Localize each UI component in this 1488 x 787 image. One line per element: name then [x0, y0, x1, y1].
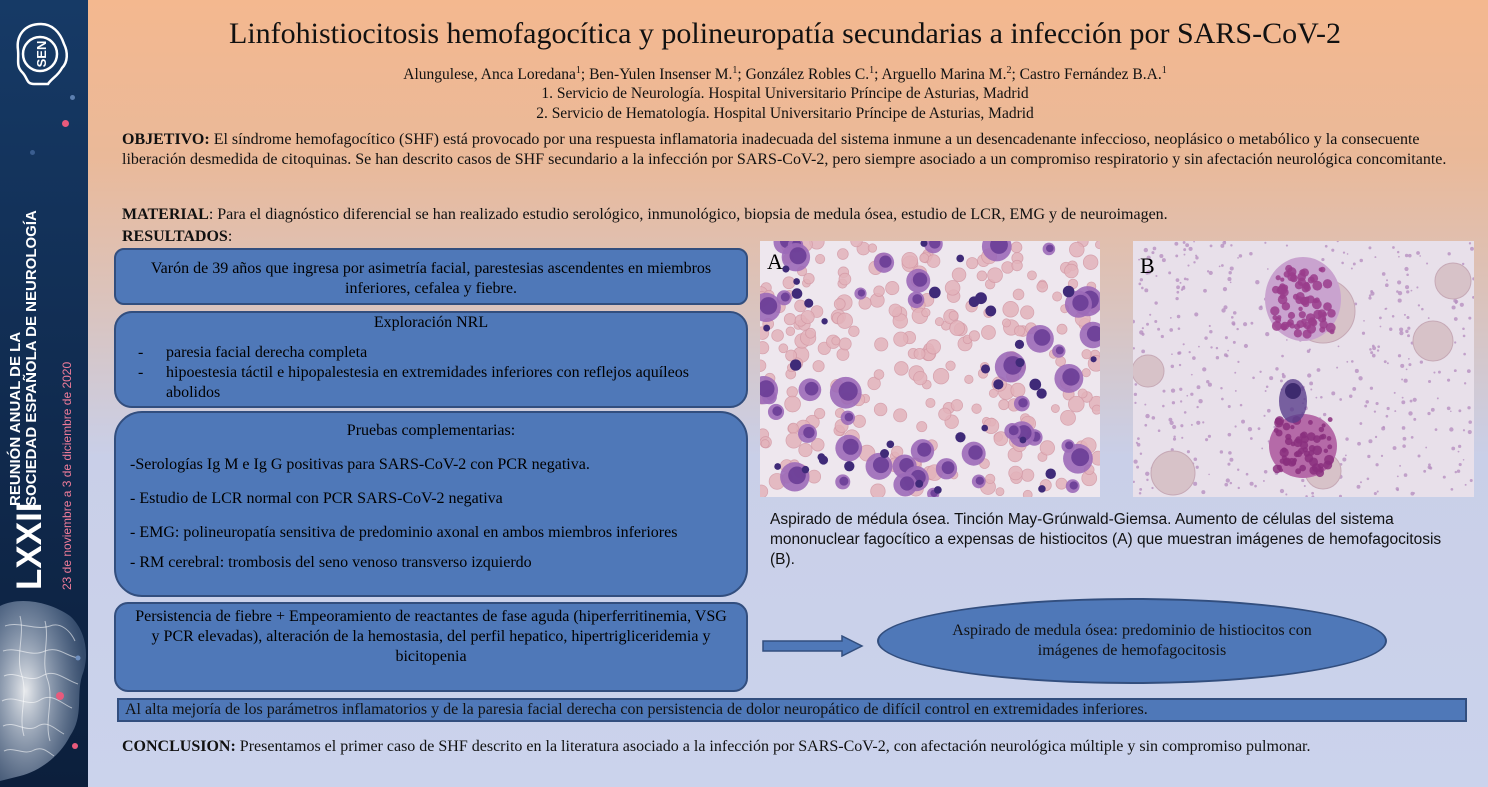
logo-text: SEN: [34, 40, 49, 68]
neuro-exam-list: [126, 343, 736, 403]
complementary-tests-box: [114, 411, 748, 597]
material-section: [122, 205, 1477, 225]
affiliation-1: 1. Servicio de Neurología. Hospital Universitario Príncipe de Asturias, Madrid: [541, 85, 1029, 102]
author-separator: ;: [737, 66, 746, 84]
discharge-summary-text: Al alta mejoría de los parámetros inflamatorios y de la paresia facial derecha con persistencia de dolor neuropático de difícil control en extremidades inferiores.: [125, 701, 1148, 718]
author-list: [100, 61, 1470, 85]
objetivo-text: El síndrome hemofagocítico (SHF) está provocado por una respuesta inflamatoria inadecuada del sistema inmune a un desencadenante infeccioso, neoplásico o metabólico y la consecuente liberación desmedida de citoquinas. Se han descrito casos de SHF secundario a la infección por SARS-CoV-2, pero siempre asociado a un compromiso respiratorio y sin afectación neurológica concomitante.: [122, 131, 1447, 168]
material-label: MATERIAL: [122, 206, 209, 223]
sen-logo-icon: [8, 18, 74, 88]
evolution-box: [114, 602, 748, 692]
case-presentation-box: [114, 248, 748, 305]
sidebar-banner: [0, 0, 88, 787]
micrograph-b-image: [1133, 241, 1474, 497]
author-name: González Robles C.: [745, 66, 870, 84]
author-separator: ;: [874, 66, 882, 84]
case-presentation-text: Varón de 39 años que ingresa por asimetría facial, parestesias ascendentes en miembros inferiores, cefalea y fiebre.: [150, 260, 712, 297]
micrograph-b: [1133, 241, 1474, 497]
conclusion-text: Presentamos el primer caso de SHF descrito en la literatura asociado a la infección por SARS-CoV-2, con afectación neurológica múltiple y sin compromiso pulmonar.: [235, 738, 1311, 755]
micrograph-a-image: [760, 241, 1100, 497]
complementary-tests-title: Pruebas complementarias:: [346, 422, 516, 439]
event-dates: 23 de noviembre a 3 de diciembre de 2020: [60, 361, 74, 590]
conclusion-label: CONCLUSION:: [122, 738, 236, 755]
author-affiliation-number: 1: [575, 65, 581, 76]
author-affiliation-number: 1: [1161, 65, 1167, 76]
evolution-text: Persistencia de fiebre + Empeoramiento de reactantes de fase aguda (hiperferritinemia, VSG y PCR elevadas), alteración de la hemostasia, del perfil hepatico, hipertrigliceridemia y bicitopenia: [135, 608, 727, 665]
bone-marrow-result-text: Aspirado de medula ósea: predominio de histiocitos con imágenes de hemofagocitosis: [952, 622, 1312, 659]
list-item: - EMG: polineuropatía sensitiva de predominio axonal en ambos miembros inferiores: [130, 524, 678, 541]
figure-label-a: A: [767, 249, 783, 274]
list-item: - RM cerebral: trombosis del seno venoso transverso izquierdo: [130, 554, 532, 571]
figure-label-b: B: [1140, 253, 1155, 278]
edition-number: LXXII: [10, 502, 49, 590]
conclusion-section: [122, 737, 1477, 757]
author-separator: ;: [1011, 66, 1020, 84]
brain-illustration-icon: [0, 596, 88, 787]
author-affiliation-number: 1: [732, 65, 738, 76]
material-text: : Para el diagnóstico diferencial se han realizado estudio serológico, inmunológico, biopsia de medula ósea, estudio de LCR, EMG y de neuroimagen.: [208, 206, 1168, 223]
list-item: - Estudio de LCR normal con PCR SARS-CoV-2 negativa: [130, 490, 503, 507]
author-name: Arguello Marina M.: [881, 66, 1007, 84]
author-affiliation-number: 2: [1006, 65, 1012, 76]
poster-title: Linfohistiocitosis hemofagocítica y polineuropatía secundarias a infección por SARS-CoV-2: [229, 17, 1341, 50]
author-affiliation-number: 1: [869, 65, 875, 76]
event-name: [8, 210, 40, 506]
bone-marrow-result-ellipse: [877, 598, 1387, 684]
author-name: Ben-Yulen Insenser M.: [589, 66, 733, 84]
author-name: Alungulese, Anca Loredana: [403, 66, 576, 84]
resultados-colon: :: [227, 228, 233, 245]
author-separator: ;: [580, 66, 590, 84]
right-arrow-icon: [762, 635, 864, 657]
figure-caption: Aspirado de médula ósea. Tinción May-Grúnwald-Giemsa. Aumento de células del sistema mononuclear fagocítico a expensas de histiocitos (A) que muestran imágenes de hemofagocitosis (B).: [770, 511, 1442, 568]
discharge-summary-box: [117, 698, 1467, 722]
event-line-2: SOCIEDAD ESPAÑOLA DE NEUROLOGÍA: [23, 210, 40, 506]
neuro-exam-box: [114, 311, 748, 408]
resultados-label: RESULTADOS: [122, 228, 228, 245]
neuro-exam-title: Exploración NRL: [373, 314, 489, 331]
event-line-1: REUNIÓN ANUAL DE LA: [7, 331, 24, 506]
micrograph-a: [760, 241, 1100, 497]
author-name: Castro Fernández B.A.: [1019, 66, 1162, 84]
list-item: - hipoestesia táctil e hipopalestesia en extremidades inferiores con reflejos aquíleos abolidos: [138, 364, 689, 401]
objetivo-label: OBJETIVO:: [122, 131, 210, 148]
list-item: -Serologías Ig M e Ig G positivas para SARS-CoV-2 con PCR negativa.: [130, 456, 590, 473]
objetivo-section: [122, 130, 1477, 170]
list-item: - paresia facial derecha completa: [138, 344, 368, 361]
affiliation-2: 2. Servicio de Hematología. Hospital Universitario Príncipe de Asturias, Madrid: [536, 105, 1034, 122]
